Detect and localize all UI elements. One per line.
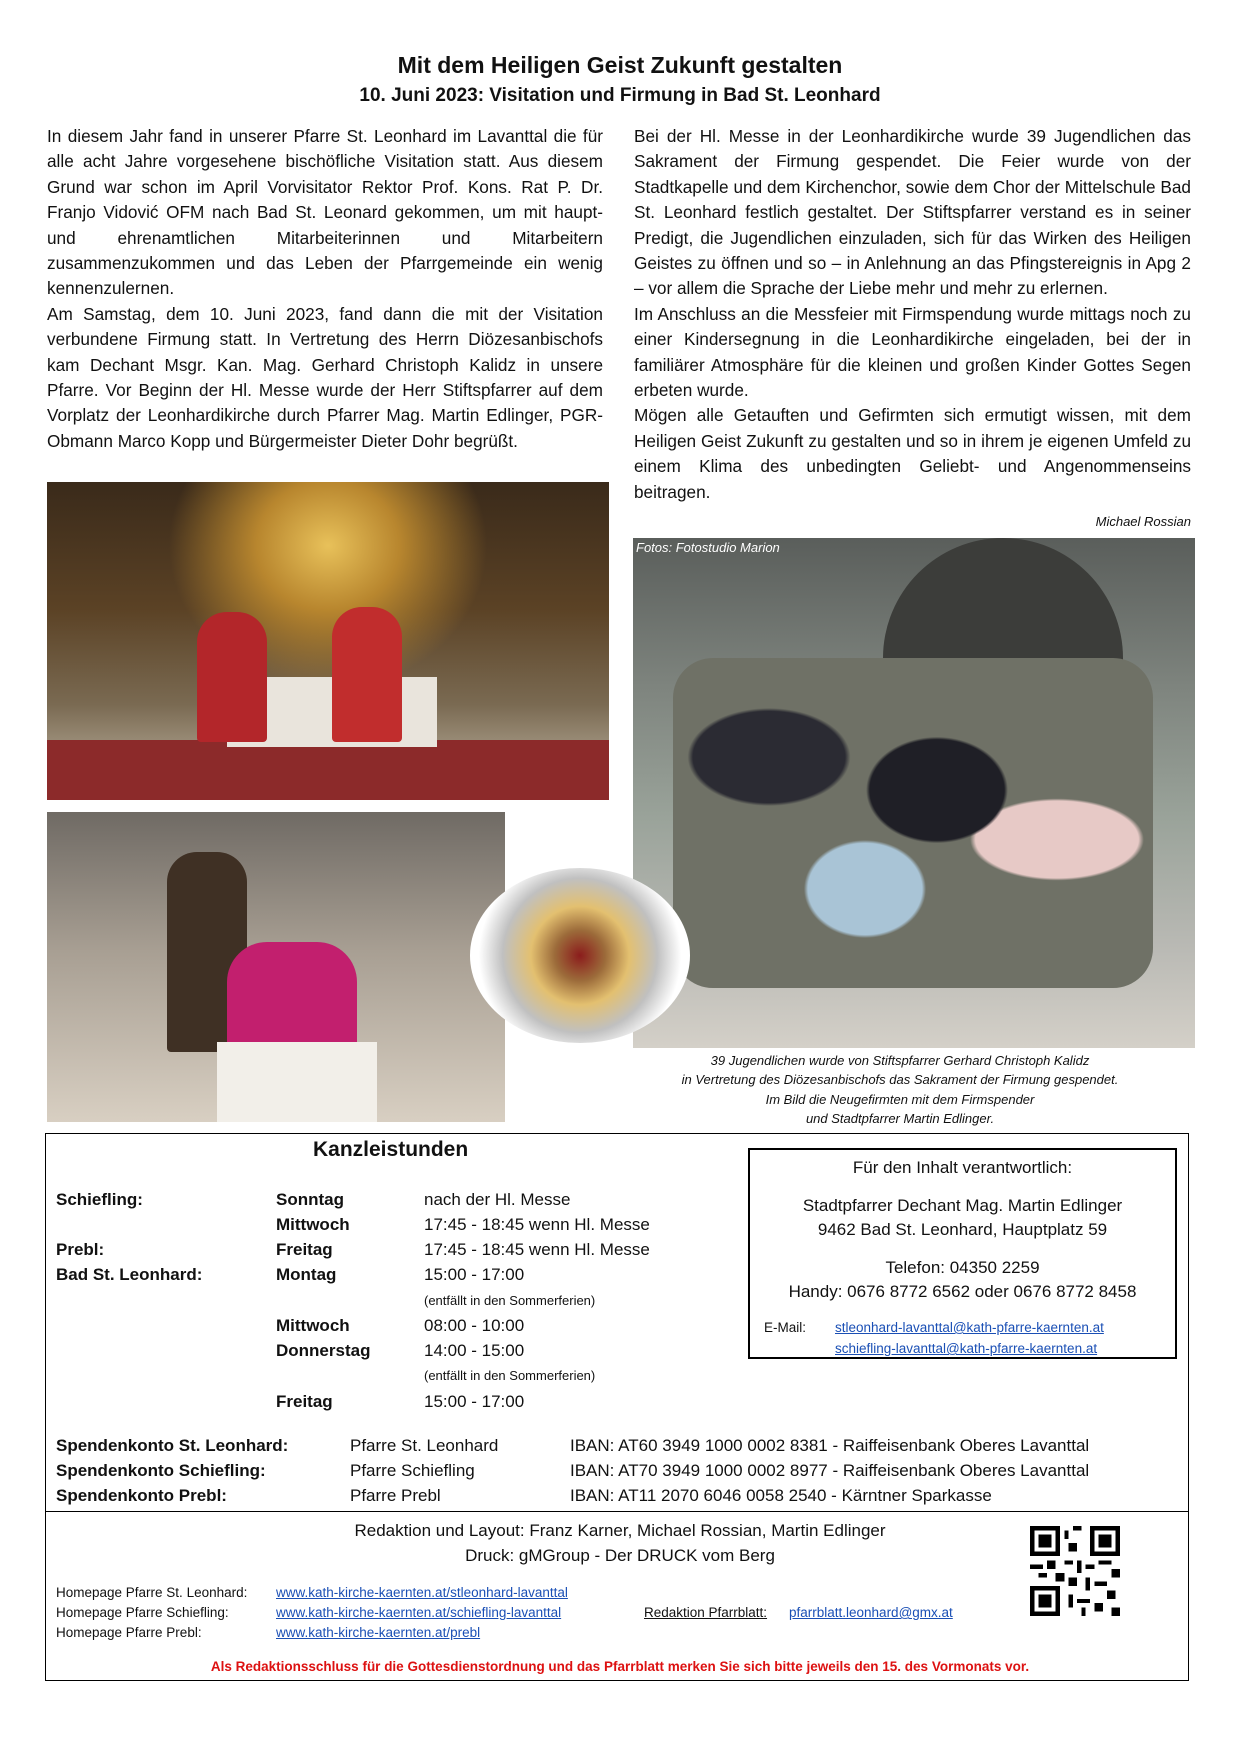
caption-line: 39 Jugendlichen wurde von Stiftspfarrer Gerhard Christoph Kalidz: [710, 1053, 1090, 1068]
office-note: (entfällt in den Sommerferien): [424, 1293, 596, 1308]
caption-line: Im Bild die Neugefirmten mit dem Firmspender: [765, 1091, 1035, 1107]
account-label: Spendenkonto Prebl:: [56, 1486, 227, 1505]
confirmation-group-photo: [633, 538, 1195, 1048]
office-place: Bad St. Leonhard:: [56, 1265, 203, 1284]
editors-line: Redaktion und Layout: Franz Karner, Michael Rossian, Martin Edlinger: [354, 1521, 886, 1540]
caption-line: in Vertretung des Diözesanbischofs das Sakrament der Firmung gespendet.: [681, 1072, 1119, 1088]
responsible-heading: Für den Inhalt verantwortlich:: [852, 1158, 1073, 1177]
office-time: 08:00 - 10:00: [424, 1316, 525, 1335]
homepage-link-stleonhard[interactable]: www.kath-kirche-kaernten.at/stleonhard-lavanttal: [276, 1585, 568, 1600]
editorial-email-link[interactable]: pfarrblatt.leonhard@gmx.at: [789, 1605, 953, 1620]
responsible-name: Stadtpfarrer Dechant Mag. Martin Edlinger: [802, 1196, 1123, 1215]
responsible-phone: Telefon: 04350 2259: [885, 1258, 1040, 1277]
account-holder: Pfarre Schiefling: [350, 1461, 475, 1480]
homepage-link-schiefling[interactable]: www.kath-kirche-kaernten.at/schiefling-lavanttal: [276, 1605, 562, 1620]
article-paragraph: Am Samstag, dem 10. Juni 2023, fand dann die mit der Visitation verbundene Firmung statt. In Vertretung des Herrn Diözesanbischofs kam Dechant Msgr. Kan. Mag. Gerhard Christoph Kalidz in unsere Pfarre. Vor Beginn der Hl. Messe wurde der Herr Stiftspfarrer auf dem Vorplatz der Leonhardikirche durch Pfarrer Mag. Martin Edlinger, PGR-Obmann Marco Kopp und Bürgermeister Dieter Dohr begrüßt.: [47, 303, 603, 451]
office-time: 17:45 - 18:45 wenn Hl. Messe: [424, 1215, 650, 1234]
office-time: 14:00 - 15:00: [424, 1341, 525, 1360]
responsible-box: [748, 1148, 1177, 1359]
page-title: Mit dem Heiligen Geist Zukunft gestalten: [397, 52, 843, 78]
box-divider: [45, 1511, 1189, 1512]
account-label: Spendenkonto Schiefling:: [56, 1461, 266, 1480]
deadline-notice: Als Redaktionsschluss für die Gottesdienstordnung und das Pfarrblatt merken Sie sich bitte jeweils den 15. des Vormonats vor.: [210, 1659, 1030, 1674]
office-day: Freitag: [276, 1240, 333, 1259]
email-link-stleonhard[interactable]: stleonhard-lavanttal@kath-pfarre-kaernten.at: [835, 1320, 1104, 1335]
homepage-label: Homepage Pfarre St. Leonhard:: [56, 1585, 248, 1600]
holy-spirit-dove-image: [470, 868, 690, 1043]
article-right-column: [634, 124, 1191, 535]
office-place: Prebl:: [56, 1240, 105, 1259]
article-paragraph: Im Anschluss an die Messfeier mit Firmspendung wurde mittags noch zu einer Kindersegnung in die Leonhardikirche eingeladen, bei der in familiärer Atmosphäre für die kleinen und großen Kinder Gottes Segen erbeten wurde.: [634, 303, 1191, 401]
article-paragraph: In diesem Jahr fand in unserer Pfarre St. Leonhard im Lavanttal die für alle acht Jahre vorgesehene bischöfliche Visitation statt. Aus diesem Grund war schon im April Vorvisitator Rektor Prof. Kons. Rat P. Dr. Franjo Vidović OFM nach Bad St. Leonard gekommen, um mit haupt- und ehrenamtlichen Mitarbeiterinnen und Mitarbeitern zusammenzukommen und das Leben der Pfarrgemeinde ein wenig kennenzulernen.: [47, 126, 603, 299]
homepage-link-prebl[interactable]: www.kath-kirche-kaernten.at/prebl: [276, 1625, 481, 1640]
caption-line: und Stadtpfarrer Martin Edlinger.: [805, 1110, 995, 1126]
homepage-label: Homepage Pfarre Schiefling:: [56, 1605, 229, 1620]
article-paragraph: Bei der Hl. Messe in der Leonhardikirche wurde 39 Jugendlichen das Sakrament der Firmung gespendet. Die Feier wurde von der Stadtkapelle und dem Kirchenchor, sowie dem Chor der Mittelschule Bad St. Leonhard festlich gestaltet. Der Stiftspfarrer verstand es in seiner Predigt, die Jugendlichen einzuladen, sich für das Wirken des Heiligen Geistes zu öffnen und so – in Anlehnung an das Pfingstereignis in Apg 2 – vor allem die Sprache der Liebe mehr und mehr zu erlernen.: [634, 126, 1191, 299]
account-holder: Pfarre Prebl: [350, 1486, 441, 1505]
account-iban: IBAN: AT11 2070 6046 0058 2540 - Kärntner Sparkasse: [570, 1486, 992, 1505]
email-link-schiefling[interactable]: schiefling-lavanttal@kath-pfarre-kaernten.at: [835, 1341, 1098, 1356]
office-time: nach der Hl. Messe: [424, 1190, 571, 1209]
author-signature: Michael Rossian: [1095, 514, 1191, 530]
article-left-column: [47, 124, 603, 454]
editorial-label: Redaktion Pfarrblatt:: [644, 1605, 768, 1620]
office-day: Freitag: [276, 1392, 333, 1411]
article-paragraph: Mögen alle Getauften und Gefirmten sich ermutigt wissen, mit dem Heiligen Geist Zukunft zu gestalten und so in ihrem je eigenen Umfeld zu einem Klima des unbedingten Geliebt- und Angenommenseins beitragen.: [634, 405, 1191, 502]
office-time: 15:00 - 17:00: [424, 1265, 525, 1284]
email-label: E-Mail:: [764, 1320, 807, 1335]
homepage-label: Homepage Pfarre Prebl:: [56, 1625, 202, 1640]
photo-credit: Fotos: Fotostudio Marion: [636, 540, 780, 555]
office-day: Sonntag: [276, 1190, 344, 1209]
bishop-children-photo: [47, 812, 505, 1122]
altar-photo: [47, 482, 609, 800]
office-day: Mittwoch: [276, 1215, 350, 1234]
office-time: 15:00 - 17:00: [424, 1392, 525, 1411]
account-holder: Pfarre St. Leonhard: [350, 1436, 499, 1455]
account-label: Spendenkonto St. Leonhard:: [56, 1436, 289, 1455]
office-day: Mittwoch: [276, 1316, 350, 1335]
office-day: Montag: [276, 1265, 337, 1284]
responsible-mobile: Handy: 0676 8772 6562 oder 0676 8772 8458: [788, 1282, 1137, 1301]
responsible-address: 9462 Bad St. Leonhard, Hauptplatz 59: [817, 1220, 1108, 1239]
qr-code-icon: [1030, 1526, 1120, 1616]
print-line: Druck: gMGroup - Der DRUCK vom Berg: [465, 1546, 775, 1565]
photo-caption: [620, 1051, 1180, 1128]
account-iban: IBAN: AT70 3949 1000 0002 8977 - Raiffeisenbank Oberes Lavanttal: [570, 1461, 1090, 1480]
office-note: (entfällt in den Sommerferien): [424, 1368, 596, 1383]
office-hours-title: Kanzleistunden: [313, 1138, 469, 1161]
office-time: 17:45 - 18:45 wenn Hl. Messe: [424, 1240, 650, 1259]
office-day: Donnerstag: [276, 1341, 371, 1360]
account-iban: IBAN: AT60 3949 1000 0002 8381 - Raiffeisenbank Oberes Lavanttal: [570, 1436, 1090, 1455]
page-subtitle: 10. Juni 2023: Visitation und Firmung in Bad St. Leonhard: [359, 85, 881, 106]
office-place: Schiefling:: [56, 1190, 143, 1209]
